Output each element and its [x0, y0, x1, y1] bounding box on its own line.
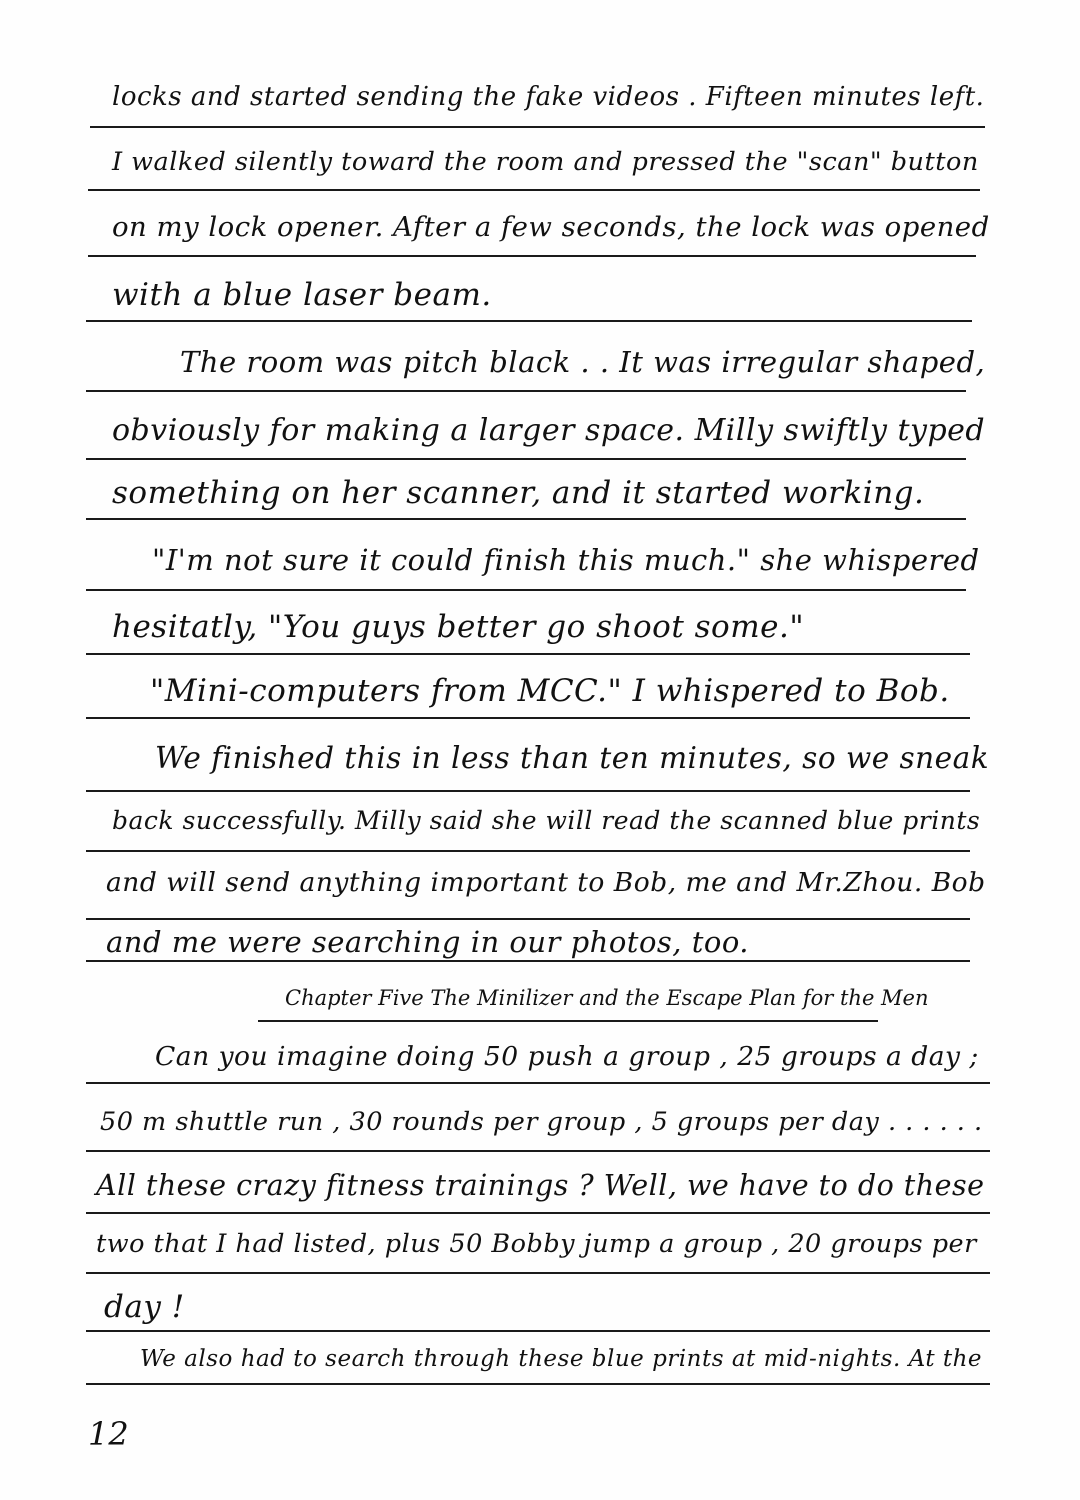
ruled-line [86, 850, 970, 852]
handwritten-line: The room was pitch black . . It was irregular shaped, [180, 345, 986, 379]
ruled-line [86, 518, 966, 520]
ruled-line [90, 126, 985, 128]
ruled-line [88, 255, 976, 257]
handwritten-line: 50 m shuttle run , 30 rounds per group , 5 groups per day . . . . . . [100, 1107, 983, 1137]
ruled-line [86, 390, 966, 392]
ruled-line [86, 320, 972, 322]
handwritten-line: on my lock opener. After a few seconds, the lock was opened [112, 211, 990, 243]
ruled-line [86, 458, 966, 460]
ruled-line [86, 1082, 990, 1084]
ruled-line [88, 189, 980, 191]
handwritten-line: back successfully. Milly said she will read the scanned blue prints [112, 806, 981, 835]
handwritten-line: All these crazy fitness trainings ? Well, we have to do these [96, 1169, 985, 1202]
ruled-line [86, 589, 966, 591]
chapter-title: Chapter Five The Minilizer and the Escape Plan for the Men [285, 986, 929, 1010]
handwritten-line: obviously for making a larger space. Milly swiftly typed [112, 413, 986, 448]
handwritten-line: day ! [104, 1289, 185, 1325]
ruled-line [86, 960, 970, 962]
ruled-line [86, 653, 970, 655]
page-number: 12 [88, 1415, 129, 1453]
handwritten-line: We also had to search through these blue prints at mid-nights. At the [140, 1346, 983, 1372]
handwritten-line: and will send anything important to Bob, me and Mr.Zhou. Bob [106, 867, 986, 898]
ruled-line [86, 1383, 990, 1385]
handwritten-line: I walked silently toward the room and pressed the "scan" button [112, 147, 979, 177]
handwritten-line: hesitatly, "You guys better go shoot some." [112, 609, 805, 645]
ruled-line [86, 790, 970, 792]
ruled-line [86, 1330, 990, 1332]
ruled-line [86, 1150, 990, 1152]
ruled-line [86, 918, 970, 920]
handwritten-line: locks and started sending the fake videos . Fifteen minutes left. [112, 82, 985, 112]
handwritten-line: and me were searching in our photos, too. [106, 925, 750, 959]
chapter-title-underline [258, 1020, 878, 1022]
handwritten-line: We finished this in less than ten minutes, so we sneak [155, 741, 990, 775]
ruled-line [86, 1272, 990, 1274]
handwritten-line: Can you imagine doing 50 push a group , 25 groups a day ; [155, 1041, 979, 1072]
ruled-line [86, 1212, 990, 1214]
handwritten-line: "I'm not sure it could finish this much." she whispered [152, 543, 980, 577]
ruled-line [86, 717, 970, 719]
handwritten-line: two that I had listed, plus 50 Bobby jump a group , 20 groups per [96, 1229, 977, 1259]
handwritten-line: "Mini-computers from MCC." I whispered to Bob. [150, 673, 950, 709]
handwritten-line: with a blue laser beam. [112, 277, 492, 313]
handwritten-line: something on her scanner, and it started working. [112, 475, 925, 511]
